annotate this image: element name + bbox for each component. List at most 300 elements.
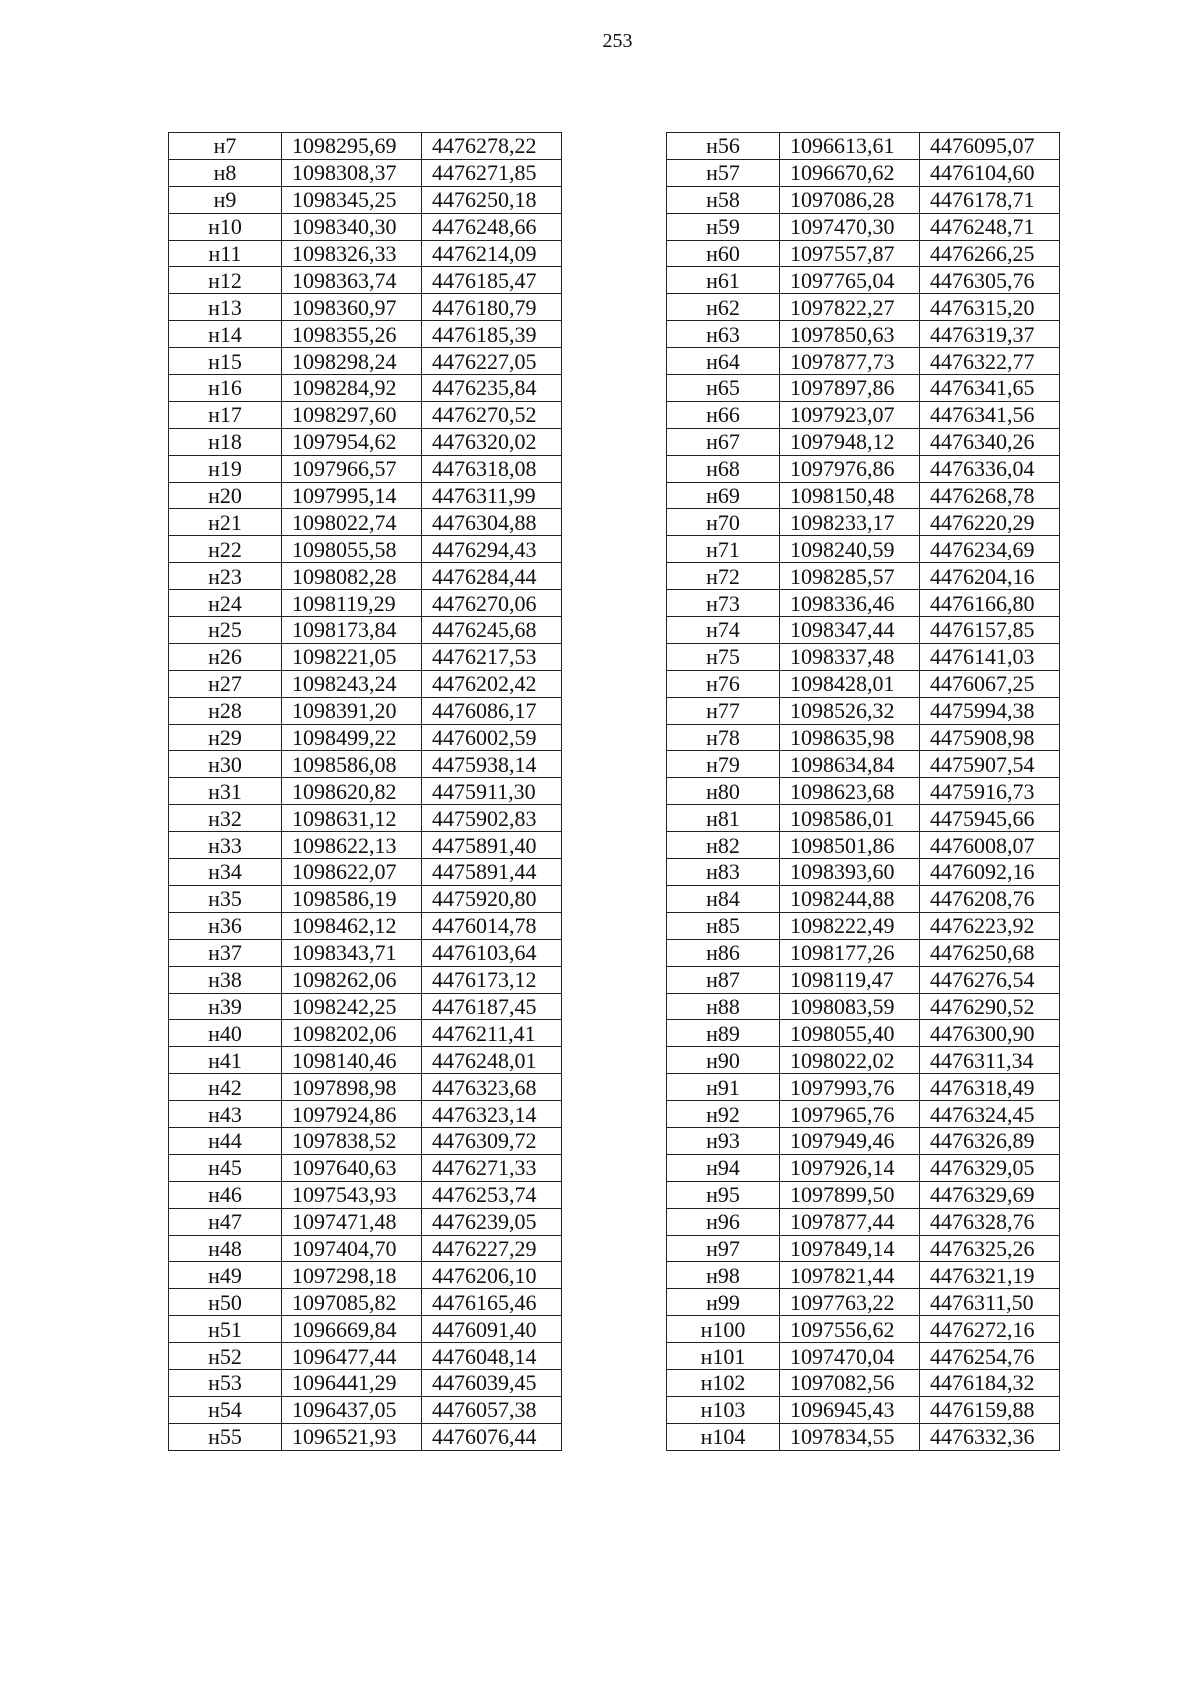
point-id-cell: н16 (169, 375, 282, 402)
y-coordinate-cell: 4476270,52 (422, 401, 562, 428)
point-id-cell: н32 (169, 805, 282, 832)
point-id-cell: н46 (169, 1181, 282, 1208)
table-row (667, 267, 1060, 294)
point-id-cell: н77 (667, 697, 780, 724)
y-coordinate-cell: 4476272,16 (920, 1316, 1060, 1343)
y-coordinate-cell: 4476002,59 (422, 724, 562, 751)
table-row (667, 1396, 1060, 1423)
point-id-cell: н87 (667, 966, 780, 993)
table-row (667, 1369, 1060, 1396)
table-row (169, 939, 562, 966)
table-row (169, 1101, 562, 1128)
point-id-cell: н37 (169, 939, 282, 966)
table-row (667, 617, 1060, 644)
y-coordinate-cell: 4476187,45 (422, 993, 562, 1020)
point-id-cell: н83 (667, 859, 780, 886)
y-coordinate-cell: 4476104,60 (920, 159, 1060, 186)
y-coordinate-cell: 4476278,22 (422, 133, 562, 160)
table-row (667, 966, 1060, 993)
table-row (667, 213, 1060, 240)
y-coordinate-cell: 4476266,25 (920, 240, 1060, 267)
point-id-cell: н8 (169, 159, 282, 186)
y-coordinate-cell: 4476235,84 (422, 375, 562, 402)
x-coordinate-cell: 1097470,30 (780, 213, 920, 240)
x-coordinate-cell: 1098499,22 (282, 724, 422, 751)
point-id-cell: н15 (169, 348, 282, 375)
table-row (169, 482, 562, 509)
point-id-cell: н102 (667, 1369, 780, 1396)
point-id-cell: н65 (667, 375, 780, 402)
table-row (169, 724, 562, 751)
point-id-cell: н91 (667, 1074, 780, 1101)
x-coordinate-cell: 1097993,76 (780, 1074, 920, 1101)
y-coordinate-cell: 4476332,36 (920, 1423, 1060, 1450)
y-coordinate-cell: 4476250,18 (422, 186, 562, 213)
x-coordinate-cell: 1097877,73 (780, 348, 920, 375)
x-coordinate-cell: 1098022,74 (282, 509, 422, 536)
table-row (169, 912, 562, 939)
table-row (169, 509, 562, 536)
table-row (169, 1127, 562, 1154)
table-row (169, 697, 562, 724)
table-row (169, 133, 562, 160)
x-coordinate-cell: 1098308,37 (282, 159, 422, 186)
y-coordinate-cell: 4476227,05 (422, 348, 562, 375)
y-coordinate-cell: 4476208,76 (920, 885, 1060, 912)
point-id-cell: н40 (169, 1020, 282, 1047)
point-id-cell: н85 (667, 912, 780, 939)
table-row (169, 643, 562, 670)
point-id-cell: н95 (667, 1181, 780, 1208)
x-coordinate-cell: 1097298,18 (282, 1262, 422, 1289)
x-coordinate-cell: 1096477,44 (282, 1343, 422, 1370)
point-id-cell: н84 (667, 885, 780, 912)
point-id-cell: н30 (169, 751, 282, 778)
table-row (667, 1127, 1060, 1154)
x-coordinate-cell: 1098150,48 (780, 482, 920, 509)
point-id-cell: н86 (667, 939, 780, 966)
y-coordinate-cell: 4476206,10 (422, 1262, 562, 1289)
table-row (169, 805, 562, 832)
table-row (169, 670, 562, 697)
y-coordinate-cell: 4476340,26 (920, 428, 1060, 455)
y-coordinate-cell: 4475908,98 (920, 724, 1060, 751)
y-coordinate-cell: 4476323,68 (422, 1074, 562, 1101)
point-id-cell: н94 (667, 1154, 780, 1181)
table-row (667, 1289, 1060, 1316)
x-coordinate-cell: 1096521,93 (282, 1423, 422, 1450)
table-row (169, 1154, 562, 1181)
x-coordinate-cell: 1097763,22 (780, 1289, 920, 1316)
y-coordinate-cell: 4476328,76 (920, 1208, 1060, 1235)
point-id-cell: н61 (667, 267, 780, 294)
x-coordinate-cell: 1098297,60 (282, 401, 422, 428)
x-coordinate-cell: 1096945,43 (780, 1396, 920, 1423)
table-row (667, 294, 1060, 321)
table-row (667, 159, 1060, 186)
table-row (169, 1396, 562, 1423)
point-id-cell: н43 (169, 1101, 282, 1128)
table-row (667, 1343, 1060, 1370)
point-id-cell: н62 (667, 294, 780, 321)
x-coordinate-cell: 1097470,04 (780, 1343, 920, 1370)
table-row (169, 1343, 562, 1370)
x-coordinate-cell: 1098336,46 (780, 590, 920, 617)
point-id-cell: н54 (169, 1396, 282, 1423)
table-row (169, 1235, 562, 1262)
y-coordinate-cell: 4475920,80 (422, 885, 562, 912)
table-row (667, 724, 1060, 751)
x-coordinate-cell: 1096669,84 (282, 1316, 422, 1343)
table-row (169, 1316, 562, 1343)
point-id-cell: н13 (169, 294, 282, 321)
x-coordinate-cell: 1098501,86 (780, 832, 920, 859)
x-coordinate-cell: 1098345,25 (282, 186, 422, 213)
table-row (667, 1235, 1060, 1262)
x-coordinate-cell: 1098631,12 (282, 805, 422, 832)
point-id-cell: н28 (169, 697, 282, 724)
point-id-cell: н74 (667, 617, 780, 644)
point-id-cell: н93 (667, 1127, 780, 1154)
y-coordinate-cell: 4476276,54 (920, 966, 1060, 993)
point-id-cell: н31 (169, 778, 282, 805)
y-coordinate-cell: 4475938,14 (422, 751, 562, 778)
point-id-cell: н76 (667, 670, 780, 697)
y-coordinate-cell: 4475911,30 (422, 778, 562, 805)
point-id-cell: н23 (169, 563, 282, 590)
point-id-cell: н60 (667, 240, 780, 267)
table-row (169, 375, 562, 402)
x-coordinate-cell: 1097556,62 (780, 1316, 920, 1343)
table-row (667, 133, 1060, 160)
x-coordinate-cell: 1098622,13 (282, 832, 422, 859)
point-id-cell: н38 (169, 966, 282, 993)
x-coordinate-cell: 1098119,29 (282, 590, 422, 617)
point-id-cell: н88 (667, 993, 780, 1020)
x-coordinate-cell: 1098355,26 (282, 321, 422, 348)
y-coordinate-cell: 4476324,45 (920, 1101, 1060, 1128)
table-row (667, 670, 1060, 697)
x-coordinate-cell: 1098173,84 (282, 617, 422, 644)
x-coordinate-cell: 1096441,29 (282, 1369, 422, 1396)
x-coordinate-cell: 1098634,84 (780, 751, 920, 778)
point-id-cell: н35 (169, 885, 282, 912)
table-row (169, 885, 562, 912)
x-coordinate-cell: 1098177,26 (780, 939, 920, 966)
table-row (169, 1074, 562, 1101)
x-coordinate-cell: 1097898,98 (282, 1074, 422, 1101)
point-id-cell: н63 (667, 321, 780, 348)
point-id-cell: н9 (169, 186, 282, 213)
table-row (667, 186, 1060, 213)
point-id-cell: н10 (169, 213, 282, 240)
y-coordinate-cell: 4476315,20 (920, 294, 1060, 321)
table-row (169, 348, 562, 375)
table-row (667, 536, 1060, 563)
x-coordinate-cell: 1097850,63 (780, 321, 920, 348)
x-coordinate-cell: 1098586,01 (780, 805, 920, 832)
x-coordinate-cell: 1097765,04 (780, 267, 920, 294)
y-coordinate-cell: 4476173,12 (422, 966, 562, 993)
point-id-cell: н49 (169, 1262, 282, 1289)
point-id-cell: н18 (169, 428, 282, 455)
table-row (169, 1181, 562, 1208)
point-id-cell: н101 (667, 1343, 780, 1370)
x-coordinate-cell: 1098360,97 (282, 294, 422, 321)
y-coordinate-cell: 4476159,88 (920, 1396, 1060, 1423)
x-coordinate-cell: 1097949,46 (780, 1127, 920, 1154)
x-coordinate-cell: 1097822,27 (780, 294, 920, 321)
table-row (667, 1074, 1060, 1101)
y-coordinate-cell: 4476103,64 (422, 939, 562, 966)
table-row (169, 1208, 562, 1235)
y-coordinate-cell: 4476234,69 (920, 536, 1060, 563)
x-coordinate-cell: 1098243,24 (282, 670, 422, 697)
point-id-cell: н44 (169, 1127, 282, 1154)
point-id-cell: н55 (169, 1423, 282, 1450)
y-coordinate-cell: 4476057,38 (422, 1396, 562, 1423)
point-id-cell: н27 (169, 670, 282, 697)
y-coordinate-cell: 4476184,32 (920, 1369, 1060, 1396)
point-id-cell: н39 (169, 993, 282, 1020)
table-row (667, 455, 1060, 482)
point-id-cell: н79 (667, 751, 780, 778)
table-row (169, 321, 562, 348)
point-id-cell: н25 (169, 617, 282, 644)
y-coordinate-cell: 4476185,47 (422, 267, 562, 294)
y-coordinate-cell: 4476319,37 (920, 321, 1060, 348)
table-row (169, 617, 562, 644)
point-id-cell: н33 (169, 832, 282, 859)
table-row (667, 428, 1060, 455)
x-coordinate-cell: 1098635,98 (780, 724, 920, 751)
point-id-cell: н22 (169, 536, 282, 563)
y-coordinate-cell: 4476048,14 (422, 1343, 562, 1370)
point-id-cell: н78 (667, 724, 780, 751)
y-coordinate-cell: 4476223,92 (920, 912, 1060, 939)
point-id-cell: н12 (169, 267, 282, 294)
point-id-cell: н97 (667, 1235, 780, 1262)
point-id-cell: н51 (169, 1316, 282, 1343)
table-row (667, 348, 1060, 375)
y-coordinate-cell: 4476329,69 (920, 1181, 1060, 1208)
y-coordinate-cell: 4475907,54 (920, 751, 1060, 778)
point-id-cell: н68 (667, 455, 780, 482)
point-id-cell: н47 (169, 1208, 282, 1235)
x-coordinate-cell: 1097924,86 (282, 1101, 422, 1128)
x-coordinate-cell: 1098240,59 (780, 536, 920, 563)
x-coordinate-cell: 1097877,44 (780, 1208, 920, 1235)
y-coordinate-cell: 4476008,07 (920, 832, 1060, 859)
point-id-cell: н71 (667, 536, 780, 563)
y-coordinate-cell: 4476271,33 (422, 1154, 562, 1181)
y-coordinate-cell: 4476217,53 (422, 643, 562, 670)
table-row (169, 563, 562, 590)
point-id-cell: н57 (667, 159, 780, 186)
x-coordinate-cell: 1098233,17 (780, 509, 920, 536)
x-coordinate-cell: 1098284,92 (282, 375, 422, 402)
x-coordinate-cell: 1098055,40 (780, 1020, 920, 1047)
y-coordinate-cell: 4476178,71 (920, 186, 1060, 213)
x-coordinate-cell: 1097954,62 (282, 428, 422, 455)
x-coordinate-cell: 1098343,71 (282, 939, 422, 966)
table-row (169, 859, 562, 886)
point-id-cell: н70 (667, 509, 780, 536)
table-row (667, 993, 1060, 1020)
y-coordinate-cell: 4475891,40 (422, 832, 562, 859)
y-coordinate-cell: 4476095,07 (920, 133, 1060, 160)
point-id-cell: н66 (667, 401, 780, 428)
y-coordinate-cell: 4476318,08 (422, 455, 562, 482)
x-coordinate-cell: 1097471,48 (282, 1208, 422, 1235)
table-row (667, 1020, 1060, 1047)
y-coordinate-cell: 4476086,17 (422, 697, 562, 724)
x-coordinate-cell: 1098337,48 (780, 643, 920, 670)
y-coordinate-cell: 4476341,65 (920, 375, 1060, 402)
x-coordinate-cell: 1098285,57 (780, 563, 920, 590)
point-id-cell: н58 (667, 186, 780, 213)
table-row (667, 1181, 1060, 1208)
y-coordinate-cell: 4476321,19 (920, 1262, 1060, 1289)
x-coordinate-cell: 1098326,33 (282, 240, 422, 267)
y-coordinate-cell: 4476067,25 (920, 670, 1060, 697)
table-row (667, 482, 1060, 509)
y-coordinate-cell: 4476268,78 (920, 482, 1060, 509)
x-coordinate-cell: 1097966,57 (282, 455, 422, 482)
x-coordinate-cell: 1098526,32 (780, 697, 920, 724)
y-coordinate-cell: 4476091,40 (422, 1316, 562, 1343)
point-id-cell: н24 (169, 590, 282, 617)
y-coordinate-cell: 4476341,56 (920, 401, 1060, 428)
y-coordinate-cell: 4476202,42 (422, 670, 562, 697)
point-id-cell: н96 (667, 1208, 780, 1235)
y-coordinate-cell: 4475916,73 (920, 778, 1060, 805)
point-id-cell: н26 (169, 643, 282, 670)
x-coordinate-cell: 1098298,24 (282, 348, 422, 375)
y-coordinate-cell: 4476076,44 (422, 1423, 562, 1450)
x-coordinate-cell: 1096613,61 (780, 133, 920, 160)
table-row (169, 590, 562, 617)
point-id-cell: н20 (169, 482, 282, 509)
table-row (667, 643, 1060, 670)
y-coordinate-cell: 4475902,83 (422, 805, 562, 832)
point-id-cell: н17 (169, 401, 282, 428)
x-coordinate-cell: 1097838,52 (282, 1127, 422, 1154)
x-coordinate-cell: 1098202,06 (282, 1020, 422, 1047)
x-coordinate-cell: 1097821,44 (780, 1262, 920, 1289)
coordinates-table-right (666, 132, 1060, 1451)
point-id-cell: н72 (667, 563, 780, 590)
y-coordinate-cell: 4476248,01 (422, 1047, 562, 1074)
table-row (667, 1101, 1060, 1128)
y-coordinate-cell: 4476305,76 (920, 267, 1060, 294)
point-id-cell: н11 (169, 240, 282, 267)
table-row (667, 939, 1060, 966)
y-coordinate-cell: 4476214,09 (422, 240, 562, 267)
x-coordinate-cell: 1098340,30 (282, 213, 422, 240)
y-coordinate-cell: 4476254,76 (920, 1343, 1060, 1370)
y-coordinate-cell: 4476300,90 (920, 1020, 1060, 1047)
point-id-cell: н67 (667, 428, 780, 455)
point-id-cell: н90 (667, 1047, 780, 1074)
table-row (169, 428, 562, 455)
point-id-cell: н56 (667, 133, 780, 160)
x-coordinate-cell: 1097976,86 (780, 455, 920, 482)
table-row (169, 1047, 562, 1074)
y-coordinate-cell: 4476250,68 (920, 939, 1060, 966)
table-row (169, 455, 562, 482)
table-row (667, 778, 1060, 805)
point-id-cell: н99 (667, 1289, 780, 1316)
table-row (667, 509, 1060, 536)
y-coordinate-cell: 4476014,78 (422, 912, 562, 939)
y-coordinate-cell: 4475945,66 (920, 805, 1060, 832)
point-id-cell: н100 (667, 1316, 780, 1343)
y-coordinate-cell: 4476253,74 (422, 1181, 562, 1208)
y-coordinate-cell: 4476304,88 (422, 509, 562, 536)
y-coordinate-cell: 4476320,02 (422, 428, 562, 455)
point-id-cell: н104 (667, 1423, 780, 1450)
table-row (667, 401, 1060, 428)
y-coordinate-cell: 4476294,43 (422, 536, 562, 563)
x-coordinate-cell: 1096670,62 (780, 159, 920, 186)
point-id-cell: н45 (169, 1154, 282, 1181)
y-coordinate-cell: 4476092,16 (920, 859, 1060, 886)
point-id-cell: н50 (169, 1289, 282, 1316)
y-coordinate-cell: 4476326,89 (920, 1127, 1060, 1154)
y-coordinate-cell: 4476204,16 (920, 563, 1060, 590)
table-row (667, 563, 1060, 590)
table-row (169, 778, 562, 805)
table-row (667, 321, 1060, 348)
x-coordinate-cell: 1098295,69 (282, 133, 422, 160)
x-coordinate-cell: 1097404,70 (282, 1235, 422, 1262)
y-coordinate-cell: 4475994,38 (920, 697, 1060, 724)
table-row (169, 213, 562, 240)
y-coordinate-cell: 4476271,85 (422, 159, 562, 186)
x-coordinate-cell: 1098586,08 (282, 751, 422, 778)
x-coordinate-cell: 1098242,25 (282, 993, 422, 1020)
x-coordinate-cell: 1097995,14 (282, 482, 422, 509)
x-coordinate-cell: 1098428,01 (780, 670, 920, 697)
point-id-cell: н75 (667, 643, 780, 670)
y-coordinate-cell: 4476318,49 (920, 1074, 1060, 1101)
table-row (667, 1208, 1060, 1235)
table-row (169, 1423, 562, 1450)
table-row (169, 1262, 562, 1289)
point-id-cell: н80 (667, 778, 780, 805)
y-coordinate-cell: 4476211,41 (422, 1020, 562, 1047)
x-coordinate-cell: 1098462,12 (282, 912, 422, 939)
y-coordinate-cell: 4476284,44 (422, 563, 562, 590)
table-row (169, 186, 562, 213)
table-row (667, 590, 1060, 617)
y-coordinate-cell: 4476311,50 (920, 1289, 1060, 1316)
point-id-cell: н53 (169, 1369, 282, 1396)
x-coordinate-cell: 1098620,82 (282, 778, 422, 805)
table-row (667, 1154, 1060, 1181)
x-coordinate-cell: 1098140,46 (282, 1047, 422, 1074)
x-coordinate-cell: 1098221,05 (282, 643, 422, 670)
y-coordinate-cell: 4476165,46 (422, 1289, 562, 1316)
y-coordinate-cell: 4476220,29 (920, 509, 1060, 536)
y-coordinate-cell: 4476248,71 (920, 213, 1060, 240)
point-id-cell: н81 (667, 805, 780, 832)
y-coordinate-cell: 4476180,79 (422, 294, 562, 321)
point-id-cell: н7 (169, 133, 282, 160)
y-coordinate-cell: 4476166,80 (920, 590, 1060, 617)
point-id-cell: н41 (169, 1047, 282, 1074)
